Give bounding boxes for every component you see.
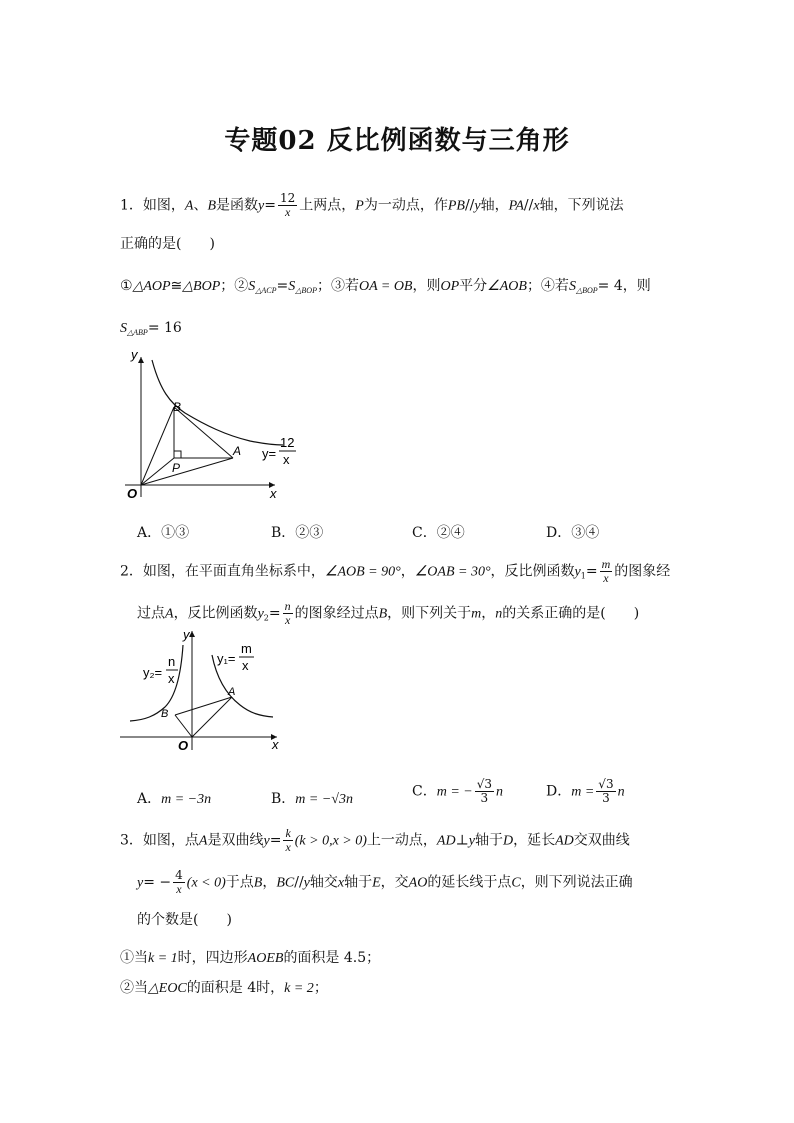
option-text: m = bbox=[571, 784, 595, 800]
y-axis-arrow-icon bbox=[138, 357, 144, 363]
segment-op bbox=[141, 458, 174, 485]
option-fraction bbox=[475, 778, 494, 805]
fig-label-y: y bbox=[183, 627, 190, 642]
q3-y: y bbox=[303, 875, 310, 891]
q2-option-a[interactable] bbox=[137, 788, 211, 808]
q3-var-y: y bbox=[263, 833, 270, 849]
q3-quad: AOEB bbox=[247, 951, 284, 966]
fig-y1-num: m bbox=[241, 641, 252, 656]
fig-y1-label: y₁= bbox=[217, 651, 236, 666]
q1-eq: = bbox=[276, 278, 289, 294]
q2-text: 2．如图，在平面直角坐标系中， bbox=[120, 563, 325, 580]
segment-oa bbox=[141, 458, 233, 485]
q1-var-b: B bbox=[207, 198, 217, 214]
q1-option-b[interactable]: B．②③ bbox=[271, 525, 324, 541]
q2-text: 过点 bbox=[137, 605, 165, 622]
fig-label-x: x bbox=[270, 486, 277, 501]
q1-var-a: A bbox=[184, 198, 194, 214]
q3-var-b: B bbox=[253, 875, 263, 891]
q2-y2-sub: 2 bbox=[263, 613, 269, 623]
q1-option-c[interactable]: C．②④ bbox=[412, 525, 465, 541]
option-label: D． bbox=[546, 783, 572, 800]
q2-var-a: A bbox=[165, 606, 174, 622]
q3-cond: (x < 0) bbox=[186, 875, 226, 891]
q1-line2: 正确的是( ) bbox=[120, 236, 215, 252]
q3-text: 时，四边形 bbox=[177, 950, 248, 966]
fig-y2-den: x bbox=[168, 671, 175, 686]
q1-x: x bbox=[533, 198, 540, 214]
q3-var-a: A bbox=[198, 833, 208, 849]
q1-text: ，则 bbox=[412, 278, 441, 294]
q2-text: 的图象经 bbox=[614, 563, 671, 580]
fig-y2-label: y₂= bbox=[143, 665, 163, 680]
q3-ad: AD bbox=[436, 833, 456, 849]
q3-text: 的面积是 4.5； bbox=[283, 950, 381, 966]
q2-frac-den: x bbox=[284, 613, 291, 627]
q2-text: ，反比例函数 bbox=[173, 605, 258, 622]
q3-text: ①当 bbox=[120, 950, 148, 966]
q1-text: ；② bbox=[220, 278, 249, 294]
q3-text: 上一动点， bbox=[366, 832, 437, 849]
q3-text: ； bbox=[313, 980, 328, 996]
q1-pb: PB bbox=[447, 198, 465, 214]
q3-var-y: y bbox=[137, 875, 144, 891]
q3-frac-num: 4 bbox=[175, 868, 183, 882]
q1-text: 1．如图， bbox=[120, 197, 185, 214]
fig-label-x: x bbox=[272, 737, 279, 752]
q1-s-sub: △ABP bbox=[127, 328, 148, 337]
q1-tri-aop: △AOP bbox=[132, 279, 171, 294]
fig-label-o: O bbox=[127, 486, 138, 501]
q2-var-m: m bbox=[471, 606, 482, 622]
q2-text: ，反比例函数 bbox=[490, 563, 575, 580]
q2-frac-num: m bbox=[601, 557, 611, 571]
q3-line2 bbox=[137, 869, 633, 896]
q3-text: 的延长线于点 bbox=[427, 874, 512, 891]
q2-text: 的图象经过点 bbox=[294, 605, 379, 622]
q3-var-e: E bbox=[372, 875, 381, 891]
option-text: m = −3n bbox=[161, 792, 212, 807]
q3-fraction-k bbox=[283, 827, 292, 854]
q3-statement-2 bbox=[120, 978, 328, 999]
q1-var-p: P bbox=[355, 198, 364, 214]
q3-text: 于点 bbox=[225, 874, 254, 891]
q3-cond: (k > 0,x > 0) bbox=[294, 833, 367, 849]
right-angle-mark bbox=[174, 451, 181, 458]
q2-option-c[interactable] bbox=[412, 778, 503, 805]
q2-frac-den: x bbox=[603, 571, 609, 585]
q3-text: 交双曲线 bbox=[573, 832, 630, 849]
q1-figure bbox=[115, 345, 315, 505]
hyperbola-curve bbox=[152, 360, 283, 445]
frac-den: 3 bbox=[602, 791, 610, 805]
q1-text: 是函数 bbox=[216, 197, 259, 214]
q1-cong: ≅ bbox=[170, 278, 183, 294]
q2-text: ， bbox=[400, 563, 415, 580]
q3-perp: ⊥ bbox=[455, 832, 469, 849]
q1-text: 上两点， bbox=[299, 197, 356, 214]
q3-frac-num: k bbox=[285, 826, 291, 840]
q1-text: ；③若 bbox=[316, 278, 359, 294]
q2-y1-sub: 1 bbox=[580, 571, 586, 581]
q3-ao: AO bbox=[408, 875, 428, 891]
q3-tri: △EOC bbox=[148, 981, 187, 996]
q2-text: 的关系正确的是( ) bbox=[502, 605, 640, 622]
q1-text: ，则 bbox=[622, 278, 651, 294]
q3-fraction-4 bbox=[173, 869, 185, 896]
q1-text: ；④若 bbox=[526, 278, 569, 294]
q1-pa: PA bbox=[508, 198, 524, 214]
q1-fraction bbox=[278, 192, 297, 219]
q1-eq16: = 16 bbox=[147, 320, 182, 336]
q1-line4 bbox=[120, 318, 182, 343]
option-fraction bbox=[596, 778, 615, 805]
q1-var-y: y bbox=[258, 198, 265, 214]
q3-line3: 的个数是( ) bbox=[137, 912, 232, 928]
q1-text: 轴，下列说法 bbox=[539, 197, 624, 214]
q1-oa-ob: OA = OB bbox=[358, 279, 413, 294]
q2-line1 bbox=[120, 558, 670, 587]
q2-angle-aob: ∠AOB = 90° bbox=[324, 564, 401, 580]
segment-ob bbox=[141, 407, 174, 485]
q2-fraction-n bbox=[283, 600, 293, 627]
q1-s-sub: △BOP bbox=[295, 286, 317, 295]
q3-text: 轴于 bbox=[344, 874, 373, 891]
q1-text: 平分 bbox=[459, 278, 488, 294]
q1-option-a[interactable]: A．①③ bbox=[137, 525, 190, 541]
q3-text: 的面积是 4时， bbox=[186, 980, 285, 996]
q3-k: k = 1 bbox=[148, 951, 178, 966]
q1-line3 bbox=[120, 276, 651, 301]
q3-text: ，则下列说法正确 bbox=[520, 874, 633, 891]
option-label: A． bbox=[137, 791, 162, 807]
q2-option-d[interactable] bbox=[546, 778, 625, 805]
q1-option-d[interactable]: D．③④ bbox=[546, 525, 600, 541]
option-text: m = − bbox=[436, 784, 473, 800]
q2-text: ， bbox=[481, 605, 496, 622]
q2-option-b[interactable] bbox=[271, 788, 353, 808]
fig-label-o: O bbox=[178, 738, 189, 753]
q2-figure bbox=[115, 625, 285, 755]
q3-ad: AD bbox=[555, 833, 574, 849]
q1-line1 bbox=[120, 192, 624, 219]
q1-frac-den: x bbox=[284, 205, 291, 219]
q3-y: y bbox=[468, 833, 475, 849]
q1-y: y bbox=[474, 198, 481, 214]
q1-text: 为一动点，作 bbox=[363, 197, 448, 214]
q3-text: ，延长 bbox=[513, 832, 556, 849]
q3-text: ，交 bbox=[380, 874, 409, 891]
q3-text: 轴交 bbox=[309, 874, 338, 891]
q3-statement-1 bbox=[120, 948, 380, 969]
fig-curve-den: x bbox=[283, 452, 290, 467]
fig-y1-den: x bbox=[242, 658, 249, 673]
q3-x: x bbox=[337, 875, 345, 891]
q1-parallel: // bbox=[523, 197, 534, 214]
q1-s: S bbox=[248, 279, 256, 294]
q1-text: 、 bbox=[193, 197, 208, 214]
q1-tri-bop: △BOP bbox=[182, 279, 221, 294]
q3-text: 轴于 bbox=[474, 832, 503, 849]
q3-k: k = 2 bbox=[284, 981, 314, 996]
q3-eq: = bbox=[269, 832, 282, 849]
q1-parallel: // bbox=[464, 197, 475, 214]
fig-curve-label: y= bbox=[262, 446, 277, 461]
segment-ob bbox=[175, 715, 192, 737]
q3-text: ， bbox=[262, 874, 277, 891]
fig-label-p: P bbox=[172, 461, 181, 475]
q3-bc: BC bbox=[276, 875, 295, 891]
frac-num: √3 bbox=[476, 777, 493, 791]
q3-frac-den: x bbox=[176, 882, 182, 896]
q3-var-c: C bbox=[511, 875, 521, 891]
q3-parallel: // bbox=[294, 874, 304, 891]
q2-angle-oab: ∠OAB = 30° bbox=[414, 564, 491, 580]
q1-s: S bbox=[568, 279, 576, 294]
option-text: m = −√3n bbox=[295, 792, 353, 807]
fig-y2-num: n bbox=[168, 654, 176, 669]
fig-label-a: A bbox=[233, 444, 242, 458]
q3-text: 3．如图，点 bbox=[120, 832, 199, 849]
option-text: n bbox=[496, 784, 504, 800]
fig-label-b: B bbox=[173, 400, 182, 414]
q1-frac-num: 12 bbox=[280, 191, 296, 205]
q2-var-b: B bbox=[378, 606, 388, 622]
q2-frac-num: n bbox=[284, 599, 291, 613]
q2-y2: y bbox=[257, 606, 264, 622]
q1-s: S bbox=[120, 321, 127, 336]
q2-eq: = bbox=[585, 563, 598, 580]
q1-text: ① bbox=[120, 278, 133, 294]
q1-eq4: = 4 bbox=[597, 278, 623, 294]
q1-s: S bbox=[288, 279, 296, 294]
q1-eq: = bbox=[264, 197, 276, 214]
q3-line1 bbox=[120, 827, 630, 854]
q2-y1: y bbox=[574, 564, 581, 580]
q2-var-n: n bbox=[495, 606, 503, 622]
q3-eq: = − bbox=[143, 874, 172, 891]
y-axis-arrow-icon bbox=[189, 631, 195, 637]
q1-s-sub: △BOP bbox=[575, 286, 598, 295]
fig-label-y: y bbox=[131, 347, 138, 362]
q2-eq: = bbox=[268, 605, 281, 622]
q1-text: 轴， bbox=[480, 197, 509, 214]
fig-label-b: B bbox=[161, 708, 169, 720]
q2-text: ，则下列关于 bbox=[387, 605, 472, 622]
q1-op: OP bbox=[440, 279, 460, 294]
q1-s-sub: △ACP bbox=[255, 286, 277, 295]
fig-label-a: A bbox=[228, 686, 236, 698]
frac-num: √3 bbox=[598, 777, 614, 791]
page-title: 专题02 反比例函数与三角形 bbox=[224, 126, 570, 156]
q1-angle: ∠AOB bbox=[487, 279, 527, 294]
option-text: n bbox=[617, 784, 625, 800]
q3-text: ②当 bbox=[120, 980, 148, 996]
q3-var-d: D bbox=[502, 833, 514, 849]
q2-fraction-m bbox=[600, 558, 613, 585]
frac-den: 3 bbox=[480, 791, 489, 805]
option-label: B． bbox=[271, 791, 296, 807]
option-label: C． bbox=[412, 783, 437, 800]
q3-text: 是双曲线 bbox=[207, 832, 264, 849]
q3-frac-den: x bbox=[285, 840, 291, 854]
fig-curve-num: 12 bbox=[280, 435, 295, 450]
